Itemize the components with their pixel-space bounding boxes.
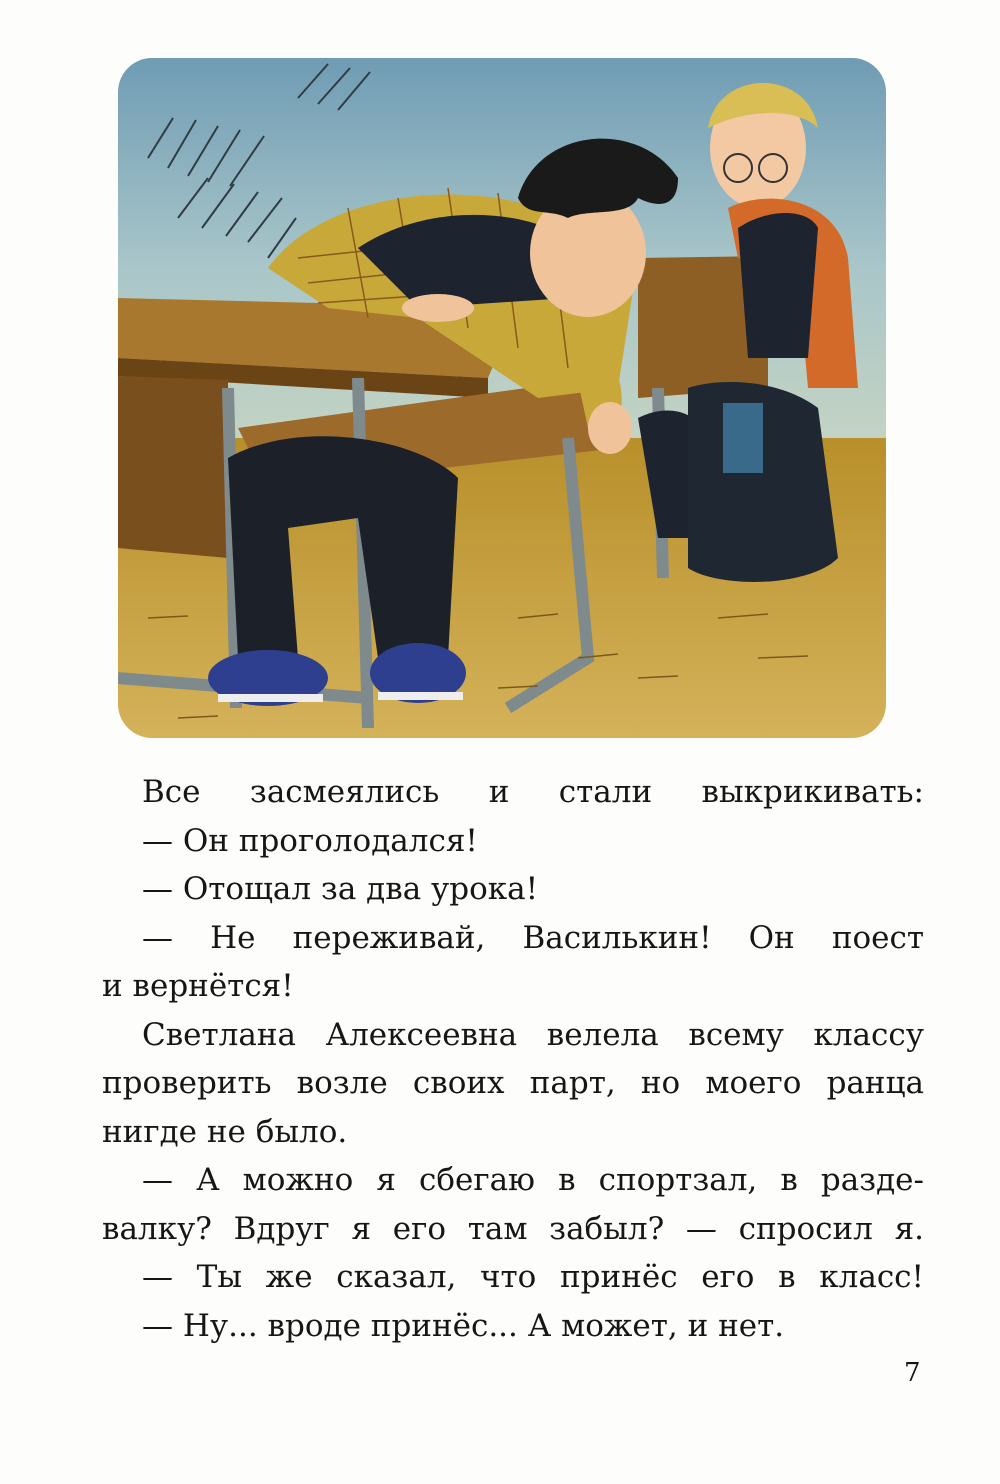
story-line: Светлана Алексеевна велела всему классу: [142, 1016, 924, 1053]
book-in-backpack: [723, 403, 763, 473]
story-line: валку? Вдруг я его там забыл? — спросил я.: [102, 1210, 924, 1247]
boy-hand: [588, 402, 632, 454]
story-line: нигде не было.: [102, 1113, 348, 1150]
story-line: — Он проголодался!: [142, 822, 478, 859]
boy-hand-desk: [402, 294, 474, 322]
story-line: — Отощал за два урока!: [142, 871, 539, 907]
illustration-boy-at-desk: [118, 58, 886, 738]
story-line: — А можно я сбегаю в спортзал, в разде-: [142, 1162, 924, 1198]
story-line: проверить возле своих парт, но моего ранца: [102, 1065, 924, 1101]
story-line: — Ну... вроде принёс... А может, и нет.: [142, 1307, 785, 1344]
second-boy-vest: [738, 213, 818, 358]
story-line: Все засмеялись и стали выкрикивать:: [142, 774, 924, 810]
story-line: и вернётся!: [102, 968, 294, 1004]
page-number: 7: [904, 1358, 921, 1388]
story-line: — Не переживай, Василькин! Он поест: [142, 919, 924, 956]
illustration-art: [118, 58, 886, 738]
story-text: [102, 768, 924, 1350]
story-line: — Ты же сказал, что принёс его в класс!: [142, 1259, 924, 1295]
desk-panel: [118, 376, 228, 558]
